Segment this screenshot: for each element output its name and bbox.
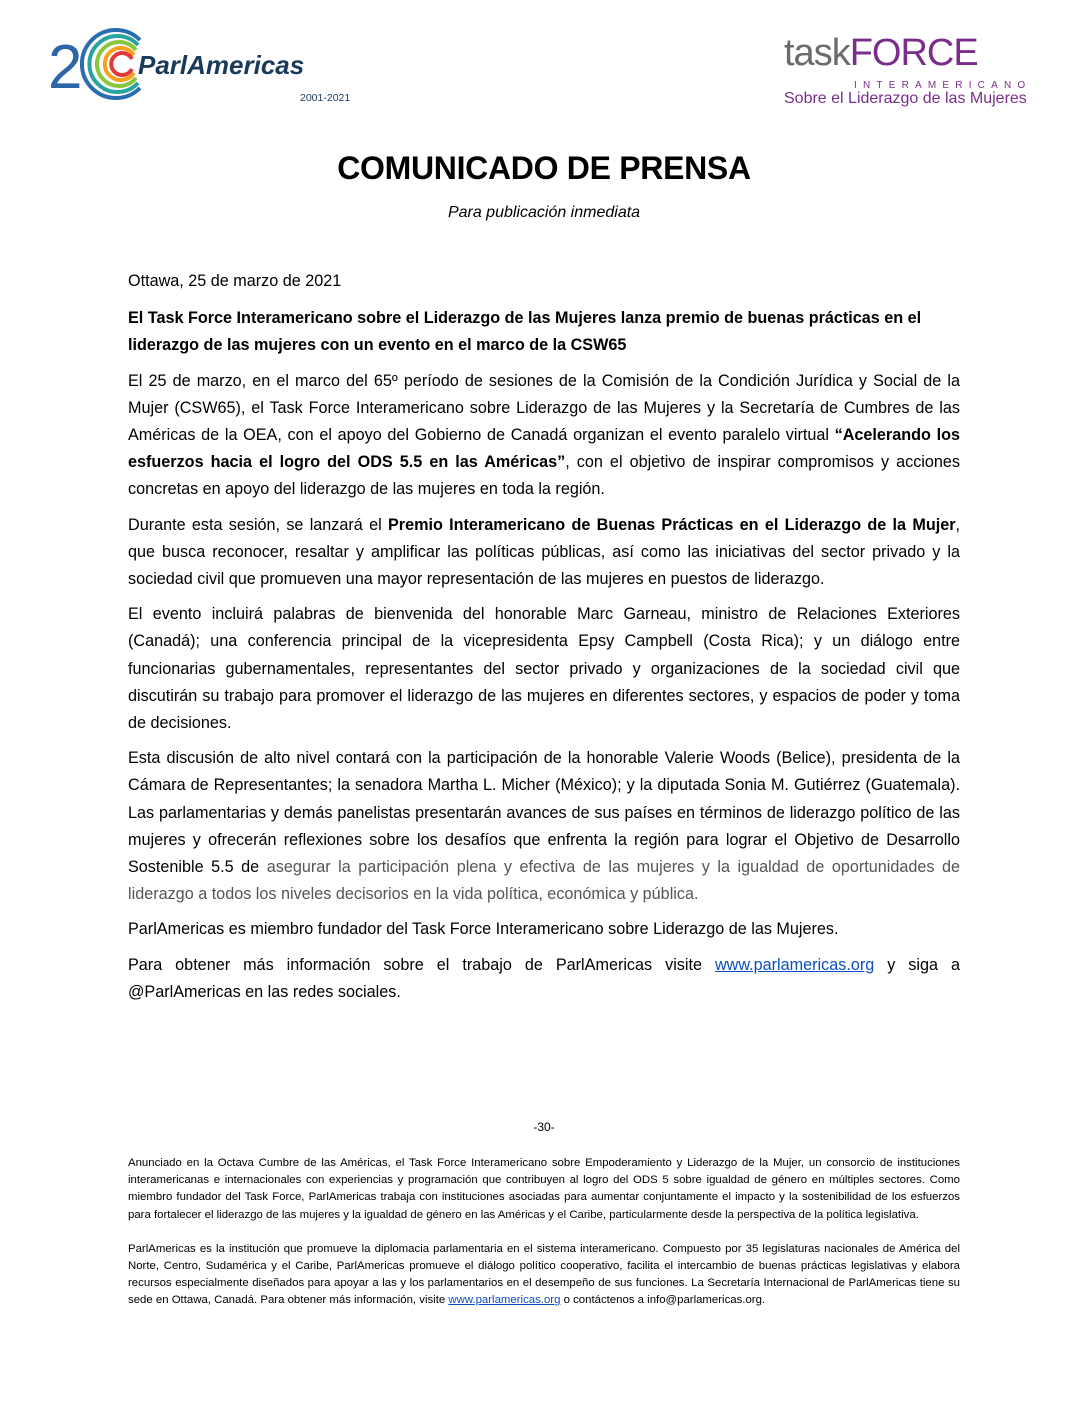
footnote-website-link[interactable]: www.parlamericas.org (448, 1294, 561, 1307)
end-marker: -30- (533, 1120, 555, 1134)
p1-text-end: , con el objetivo de inspirar compromisos y acciones concretas en apoyo del liderazgo de las mujeres en toda la región. (128, 453, 960, 499)
p2-text-end: , que busca reconocer, resaltar y amplificar las políticas públicas, así como las iniciativas del sector privado y la sociedad civil que promueven una mayor representación de las mujeres en puestos de liderazgo. (128, 515, 961, 589)
p4-text: Esta discusión de alto nivel contará con la participación de la honorable Valerie Woods (Belice), presidenta de la Cámara de Representantes; la senadora Martha L. Micher (México); y la diputada Sonia M. Gutiérrez (Guatemala). Las parlamentarias y demás panelistas presentarán avances de sus países en términos de liderazgo político de las mujeres y ofrecerán reflexiones sobre los desafíos que enfrenta la región para lograr el Objetivo de Desarrollo Sostenible 5.5 de (128, 749, 960, 877)
page-subtitle: Para publicación inmediata (447, 204, 641, 221)
paragraph-6 (128, 952, 960, 1006)
footnote-taskforce: Anunciado en la Octava Cumbre de las Américas, el Task Force Interamericano sobre Empoderamiento y Liderazgo de la Mujer, un consorcio de instituciones interamericanas e internacionales con experiencias y programación que contribuyen al logro del ODS 5 sobre igualdad de género en múltiples sectores. Como miembro fundador del Task Force, ParlAmericas trabaja con instituciones asociadas para aumentar conjuntamente el impacto y la sostenibilidad de los esfuerzos para fortalecer el liderazgo de las mujeres y la igualdad de género en las Américas y el Caribe, particularmente desde la perspectiva de la política legislativa. (128, 1157, 960, 1221)
rainbow-arcs-icon (48, 26, 148, 110)
page-title: COMUNICADO DE PRENSA (337, 150, 751, 186)
logo-task-text: task (784, 32, 850, 74)
logo-tagline: Sobre el Liderazgo de las Mujeres (784, 90, 1027, 107)
footnotes (128, 1155, 960, 1327)
parlamericas-logo (48, 26, 368, 110)
brand-name: ParlAmericas (138, 50, 305, 80)
website-link[interactable]: www.parlamericas.org (714, 955, 875, 974)
logo-interamericano-text: INTERAMERICANO (854, 80, 1032, 91)
paragraph-2 (128, 512, 960, 594)
p6-text: Para obtener más información sobre el trabajo de ParlAmericas visite (128, 955, 715, 974)
dateline: Ottawa, 25 de marzo de 2021 (128, 272, 342, 290)
footnote-parlamericas (128, 1241, 960, 1310)
footnote2-text: ParlAmericas es la institución que promueve la diplomacia parlamentaria en el sistema interamericano. Compuesto por 35 legislaturas nacionales de América del Norte, Centro, Sudamérica y el Caribe, ParlAmericas promueve el diálogo político cooperativo, facilita el intercambio de buenas prácticas legislativas y elabora recursos especialmente diseñados para apoyar a las y los parlamentarios en el desempeño de sus funciones. La Secretaría Internacional de ParlAmericas tiene su sede en Ottawa, Canadá. Para obtener más información, visite (128, 1242, 960, 1307)
taskforce-logo (784, 32, 1040, 112)
logo-force-text: FORCE (849, 32, 978, 74)
headline: El Task Force Interamericano sobre el Liderazgo de las Mujeres lanza premio de buenas prácticas en el liderazgo de las mujeres con un evento en el marco de la CSW65 (128, 309, 922, 355)
p6-text-end: y siga a @ParlAmericas en las redes sociales. (128, 955, 960, 1001)
svg-text:2: 2 (48, 33, 83, 102)
footnote2-text-end: o contáctenos a info@parlamericas.org. (560, 1294, 766, 1307)
award-name: Premio Interamericano de Buenas Prácticas en el Liderazgo de la Mujer (387, 515, 956, 534)
sdg-quote: asegurar la participación plena y efectiva de las mujeres y la igualdad de oportunidades de liderazgo a todos los niveles decisorios en la vida política, económica y pública. (128, 858, 960, 904)
p2-text: Durante esta sesión, se lanzará el (128, 515, 388, 534)
p1-text: El 25 de marzo, en el marco del 65º período de sesiones de la Comisión de la Condición Jurídica y Social de la Mujer (CSW65), el Task Force Interamericano sobre Liderazgo de las Mujeres y la Secretaría de Cumbres de las Américas de la OEA, con el apoyo del Gobierno de Canadá organizan el evento paralelo virtual (128, 371, 960, 445)
press-body (128, 268, 960, 1014)
paragraph-5: ParlAmericas es miembro fundador del Task Force Interamericano sobre Liderazgo de las Mujeres. (128, 920, 839, 939)
event-title: “Acelerando los esfuerzos hacia el logro del ODS 5.5 en las Américas” (128, 426, 960, 472)
paragraph-3: El evento incluirá palabras de bienvenida del honorable Marc Garneau, ministro de Relaciones Exteriores (Canadá); una conferencia principal de la vicepresidenta Epsy Campbell (Costa Rica); y un diálogo entre funcionarias gubernamentales, representantes del sector privado y organizaciones de la sociedad civil que discutirán su trabajo para promover el liderazgo de las mujeres en diferentes sectores, y espacios de poder y toma de decisiones. (128, 605, 960, 733)
brand-years: 2001-2021 (300, 92, 351, 104)
paragraph-4 (128, 745, 960, 908)
paragraph-1 (128, 368, 960, 504)
